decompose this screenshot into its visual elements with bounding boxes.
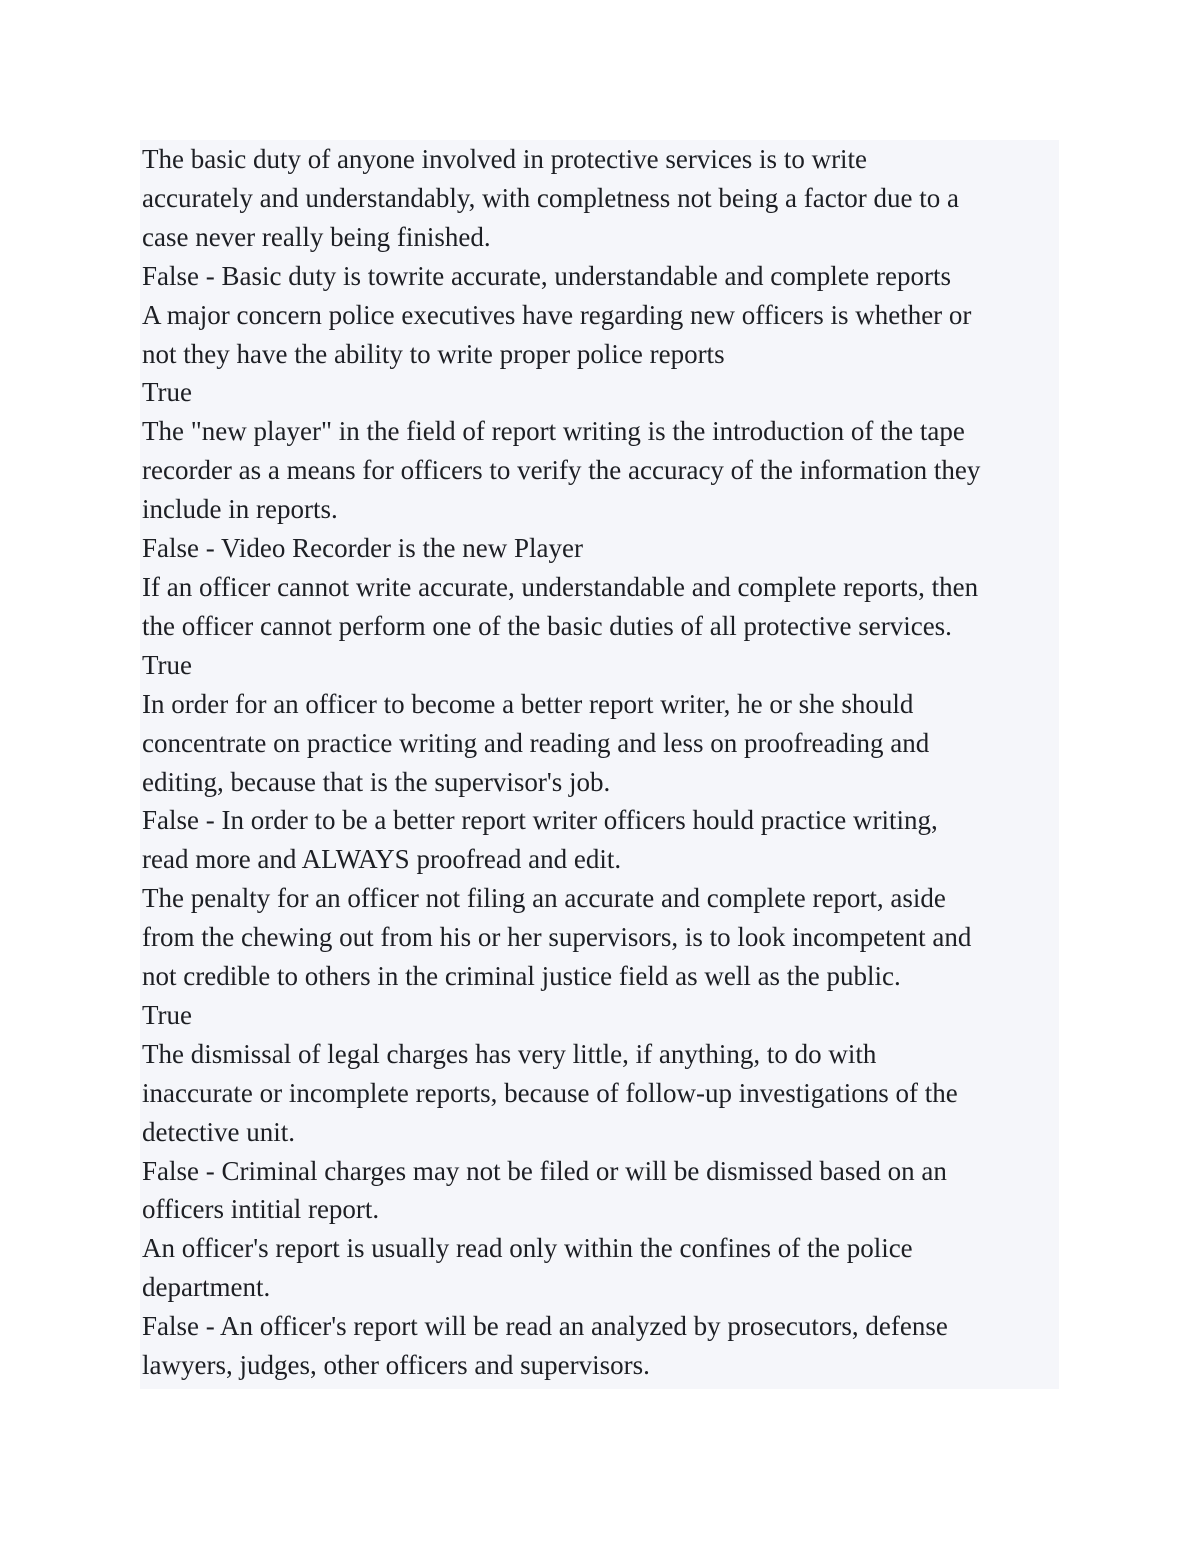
text-line: accurately and understandably, with completness not being a factor due to a <box>142 182 959 213</box>
text-line: from the chewing out from his or her supervisors, is to look incompetent and <box>142 922 972 953</box>
text-line: concentrate on practice writing and reading and less on proofreading and <box>142 727 930 758</box>
text-line: the officer cannot perform one of the basic duties of all protective services. <box>142 610 952 641</box>
text-line: case never really being finished. <box>142 221 491 252</box>
text-line: False - Criminal charges may not be filed or will be dismissed based on an <box>142 1155 947 1186</box>
text-line: editing, because that is the supervisor's job. <box>142 766 611 797</box>
text-line: The dismissal of legal charges has very little, if anything, to do with <box>142 1038 877 1069</box>
text-line: True <box>142 999 193 1030</box>
text-line: recorder as a means for officers to verify the accuracy of the information they <box>142 455 981 486</box>
text-line: The penalty for an officer not filing an accurate and complete report, aside <box>142 883 946 914</box>
text-line: False - Basic duty is towrite accurate, understandable and complete reports <box>142 260 951 291</box>
text-line: False - Video Recorder is the new Player <box>142 533 584 564</box>
text-line: not credible to others in the criminal justice field as well as the public. <box>142 961 901 992</box>
text-line: department. <box>142 1272 271 1303</box>
text-line: The basic duty of anyone involved in protective services is to write <box>142 144 868 174</box>
text-line: In order for an officer to become a better report writer, he or she should <box>142 688 914 719</box>
text-line: An officer's report is usually read only within the confines of the police <box>142 1233 913 1264</box>
text-line: True <box>142 649 193 680</box>
text-line: detective unit. <box>142 1116 295 1147</box>
text-line: False - In order to be a better report writer officers hould practice writing, <box>142 805 938 836</box>
text-line: inaccurate or incomplete reports, because of follow-up investigations of the <box>142 1077 958 1108</box>
text-line: officers intitial report. <box>142 1194 380 1225</box>
text-line: True <box>142 377 193 408</box>
text-line: not they have the ability to write proper police reports <box>142 338 725 369</box>
text-block <box>140 140 1059 1389</box>
text-line: lawyers, judges, other officers and supervisors. <box>142 1350 650 1381</box>
text-line: A major concern police executives have regarding new officers is whether or <box>142 299 972 330</box>
text-line: The "new player" in the field of report writing is the introduction of the tape <box>142 416 965 447</box>
text-line: read more and ALWAYS proofread and edit. <box>142 844 622 875</box>
text-line: include in reports. <box>142 494 338 525</box>
text-line: False - An officer's report will be read an analyzed by prosecutors, defense <box>142 1311 948 1342</box>
text-line: If an officer cannot write accurate, understandable and complete reports, then <box>142 571 979 602</box>
